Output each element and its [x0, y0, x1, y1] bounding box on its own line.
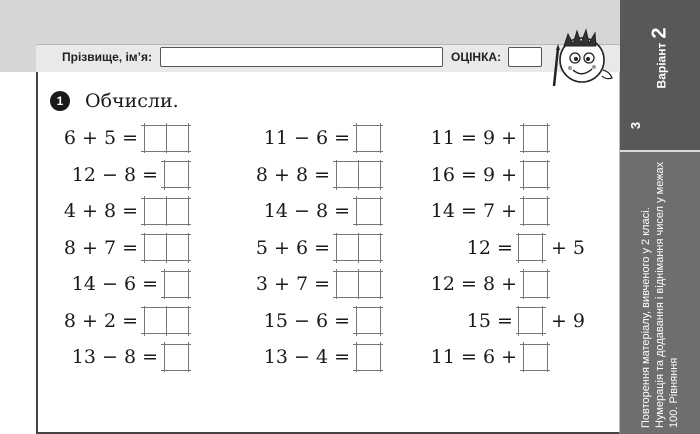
- expression-text: 11 = 6 +: [430, 346, 517, 369]
- answer-box-one-digit[interactable]: [523, 271, 547, 297]
- expression-text: 12 − 8 =: [71, 163, 158, 186]
- exercise-row: [415, 339, 585, 376]
- answer-box-one-digit[interactable]: [356, 125, 380, 151]
- exercise-row: [210, 120, 380, 157]
- expression-text: 13 − 8 =: [71, 346, 158, 369]
- name-label: Прізвище, ім’я:: [62, 50, 153, 64]
- exercise-row: [18, 120, 188, 157]
- exercise-row: [415, 230, 585, 267]
- answer-box-one-digit[interactable]: [519, 308, 543, 334]
- expression-text: 12 = 8 +: [430, 273, 517, 296]
- exercise-row: [210, 303, 380, 340]
- exercise-row: [18, 303, 188, 340]
- expression-text: 4 + 8 =: [63, 200, 138, 223]
- answer-box-one-digit[interactable]: [164, 271, 188, 297]
- expression-text: 11 − 6 =: [263, 127, 350, 150]
- expression-text: 11 = 9 +: [430, 127, 517, 150]
- task-number-badge: 1: [50, 91, 70, 111]
- exercise-column-1: [18, 120, 188, 376]
- exercise-row: [18, 230, 188, 267]
- expression-text: 13 − 4 =: [263, 346, 350, 369]
- answer-box-one-digit[interactable]: [523, 162, 547, 188]
- grade-field[interactable]: [508, 47, 542, 67]
- variant-number: 2: [648, 27, 671, 39]
- exercise-row: [18, 193, 188, 230]
- answer-box-one-digit[interactable]: [523, 125, 547, 151]
- answer-box-one-digit[interactable]: [164, 344, 188, 370]
- answer-box-one-digit[interactable]: [356, 308, 380, 334]
- task-title: Обчисли.: [85, 90, 179, 112]
- answer-box-one-digit[interactable]: [523, 344, 547, 370]
- exercise-row: [415, 303, 585, 340]
- expression-text: 8 + 7 =: [63, 236, 138, 259]
- exercise-column-2: [210, 120, 380, 376]
- exercise-row: [415, 266, 585, 303]
- expression-text: 15 =: [466, 309, 513, 332]
- task-header: [50, 90, 179, 112]
- answer-box-one-digit[interactable]: [519, 235, 543, 261]
- exercise-row: [210, 339, 380, 376]
- expression-text: 8 + 2 =: [63, 309, 138, 332]
- variant-block: [620, 0, 700, 110]
- exercise-row: [210, 157, 380, 194]
- grade-label: ОЦІНКА:: [451, 50, 502, 64]
- expression-tail-text: + 5: [550, 236, 585, 259]
- answer-box-two-digit[interactable]: [144, 308, 188, 334]
- exercise-row: [210, 193, 380, 230]
- expression-text: 8 + 8 =: [255, 163, 330, 186]
- expression-text: 6 + 5 =: [63, 127, 138, 150]
- exercise-column-3: [415, 120, 585, 376]
- answer-box-two-digit[interactable]: [144, 235, 188, 261]
- answer-box-two-digit[interactable]: [336, 235, 380, 261]
- answer-box-two-digit[interactable]: [144, 198, 188, 224]
- expression-text: 5 + 6 =: [255, 236, 330, 259]
- exercise-row: [18, 157, 188, 194]
- variant-label: [649, 28, 672, 89]
- exercise-row: [415, 193, 585, 230]
- expression-text: 3 + 7 =: [255, 273, 330, 296]
- exercise-row: [415, 120, 585, 157]
- answer-box-one-digit[interactable]: [523, 198, 547, 224]
- answer-box-one-digit[interactable]: [164, 162, 188, 188]
- topic-text: Повторення матеріалу, вивченого у 2 класі. Нумерація та додавання і віднімання чисел у межах 100. Рівняння: [640, 161, 680, 428]
- expression-text: 12 =: [466, 236, 513, 259]
- variant-label-text: Варіант: [654, 42, 669, 89]
- name-field[interactable]: [160, 47, 443, 67]
- page-number: 3: [628, 121, 644, 130]
- expression-text: 16 = 9 +: [430, 163, 517, 186]
- expression-text: 14 − 6 =: [71, 273, 158, 296]
- answer-box-one-digit[interactable]: [356, 198, 380, 224]
- answer-box-two-digit[interactable]: [144, 125, 188, 151]
- answer-box-one-digit[interactable]: [356, 344, 380, 370]
- expression-text: 15 − 6 =: [263, 309, 350, 332]
- expression-text: 14 = 7 +: [430, 200, 517, 223]
- answer-box-two-digit[interactable]: [336, 162, 380, 188]
- exercise-row: [415, 157, 585, 194]
- expression-text: 14 − 8 =: [263, 200, 350, 223]
- exercise-row: [18, 266, 188, 303]
- exercise-row: [210, 266, 380, 303]
- exercise-row: [18, 339, 188, 376]
- answer-box-two-digit[interactable]: [336, 271, 380, 297]
- exercise-row: [210, 230, 380, 267]
- expression-tail-text: + 9: [550, 309, 585, 332]
